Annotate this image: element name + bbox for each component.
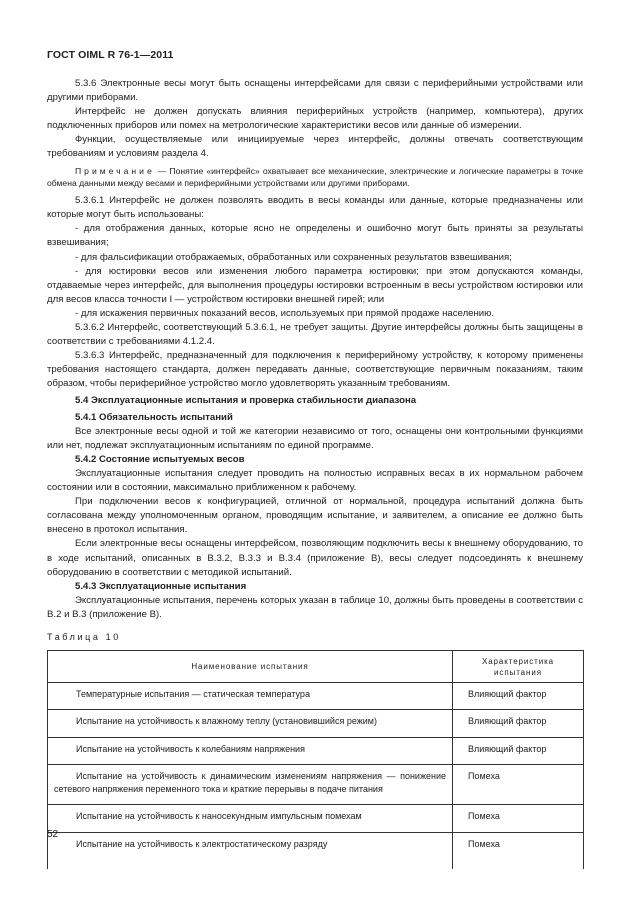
- list-item: - для отображения данных, которые ясно не определены и ошибочно могут быть приняты за результаты взвешивания;: [47, 223, 583, 249]
- document-body: [47, 77, 583, 869]
- table-row: [48, 765, 584, 805]
- subsection-heading-5-4-3: 5.4.3 Эксплуатационные испытания: [75, 580, 247, 592]
- note-label: Примечание: [75, 165, 155, 176]
- test-characteristic-cell: Помеха: [453, 832, 584, 869]
- paragraph: Эксплуатационные испытания следует проводить на полностью исправных весах в их нормальном рабочем состоянии или в состоянии, максимально приближенном к рабочему.: [47, 467, 583, 494]
- table-row: [48, 805, 584, 832]
- page-number: 52: [47, 829, 59, 840]
- test-characteristic-cell: Помеха: [453, 765, 584, 805]
- paragraph: Эксплуатационные испытания, перечень которых указан в таблице 10, должны быть проведены в соответствии с В.2 и В.3 (приложение В).: [47, 594, 583, 620]
- list-item: - для фальсификации отображаемых, обработанных или сохраненных результатов взвешивания;: [75, 251, 512, 263]
- test-name-cell: Испытание на устойчивость к электростатическому разряду: [48, 832, 453, 869]
- tests-table: [47, 650, 584, 868]
- note-text: — Понятие «интерфейс» охватывает все механические, электрические и логические параметры в точке обмена данными между весами и периферийными устройствами или другими приборами.: [47, 165, 583, 189]
- subsection-heading-5-4-2: 5.4.2 Состояние испытуемых весов: [75, 453, 245, 465]
- test-name-cell: Температурные испытания — статическая температура: [48, 683, 453, 710]
- paragraph-5-3-6-2: 5.3.6.2 Интерфейс, соответствующий 5.3.6.1, не требует защиты. Другие интерфейсы должны быть защищены в соответствии с требованиями 4.1.2.4.: [47, 322, 583, 348]
- paragraph: Если электронные весы оснащены интерфейсом, позволяющим подключить весы к внешнему оборудованию, то в ходе испытаний, описанных в В.3.2, В.3.3 и В.3.4 (приложение В), весы следует подсоединять к внешнему оборудованию в соответствии с методикой испытаний.: [47, 538, 583, 578]
- table-caption: Таблица 10: [47, 631, 121, 642]
- paragraph: Функции, осуществляемые или инициируемые через интерфейс, должны отвечать соответствующим требованиям и условиям раздела 4.: [47, 134, 583, 160]
- column-header-name: Наименование испытания: [48, 651, 453, 683]
- test-characteristic-cell: Влияющий фактор: [453, 737, 584, 764]
- paragraph-5-3-6-3: 5.3.6.3 Интерфейс, предназначенный для подключения к периферийному устройству, к которому применены требования настоящего стандарта, должен передавать данные, соответствующие первичным показаниям, таким образом, чтобы периферийное устройство могло удовлетворять указанным требованиям.: [47, 350, 583, 390]
- test-characteristic-cell: Влияющий фактор: [453, 683, 584, 710]
- document-header: ГОСТ OIML R 76-1—2011: [47, 49, 174, 61]
- table-row: [48, 737, 584, 764]
- table-row: [48, 832, 584, 869]
- test-name-cell: Испытание на устойчивость к наносекундным импульсным помехам: [48, 805, 453, 832]
- test-name-cell: Испытание на устойчивость к динамическим изменениям напряжения — понижение сетевого напряжения переменного тока и краткие перерывы в подаче питания: [48, 765, 453, 805]
- list-item: - для юстировки весов или изменения любого параметра юстировки; при этом допускаются команды, отдаваемые через интерфейс, для выполнения процедуры юстировки встроенным в весы устройством юстировки или для весов класса точности I — устройством юстировки внешней гирей; или: [47, 265, 583, 305]
- table-header-row: [48, 651, 584, 683]
- paragraph-5-3-6: 5.3.6 Электронные весы могут быть оснащены интерфейсами для связи с периферийными устройствами или другими приборами.: [47, 78, 583, 104]
- paragraph: Интерфейс не должен допускать влияния периферийных устройств (например, компьютера), других подключенных приборов или помех на метрологические характеристики весов или данные об измерении.: [47, 106, 583, 132]
- paragraph: При подключении весов к конфигурацией, отличной от нормальной, процедура испытаний должна быть согласована между уполномоченным органом, проводящим испытание, и заявителем, а описание ее должно быть внесено в протокол испытания.: [47, 496, 583, 536]
- table-row: [48, 683, 584, 710]
- test-name-cell: Испытание на устойчивость к колебаниям напряжения: [48, 737, 453, 764]
- paragraph-5-3-6-1: 5.3.6.1 Интерфейс не должен позволять вводить в весы команды или данные, которые предназначены или которые могут быть использованы:: [47, 195, 583, 221]
- table-row: [48, 710, 584, 737]
- test-name-cell: Испытание на устойчивость к влажному теплу (установившийся режим): [48, 710, 453, 737]
- subsection-heading-5-4-1: 5.4.1 Обязательность испытаний: [75, 411, 233, 423]
- column-header-characteristic: Характеристика испытания: [453, 651, 584, 683]
- section-heading-5-4: 5.4 Эксплуатационные испытания и проверка стабильности диапазона: [75, 395, 417, 407]
- list-item: - для искажения первичных показаний весов, используемых при прямой продаже населению.: [75, 307, 495, 319]
- paragraph: Все электронные весы одной и той же категории независимо от того, оснащены они контрольными функциями или нет, подлежат эксплуатационным испытаниям по единой программе.: [47, 425, 583, 451]
- test-characteristic-cell: Влияющий фактор: [453, 710, 584, 737]
- note: [47, 165, 583, 191]
- test-characteristic-cell: Помеха: [453, 805, 584, 832]
